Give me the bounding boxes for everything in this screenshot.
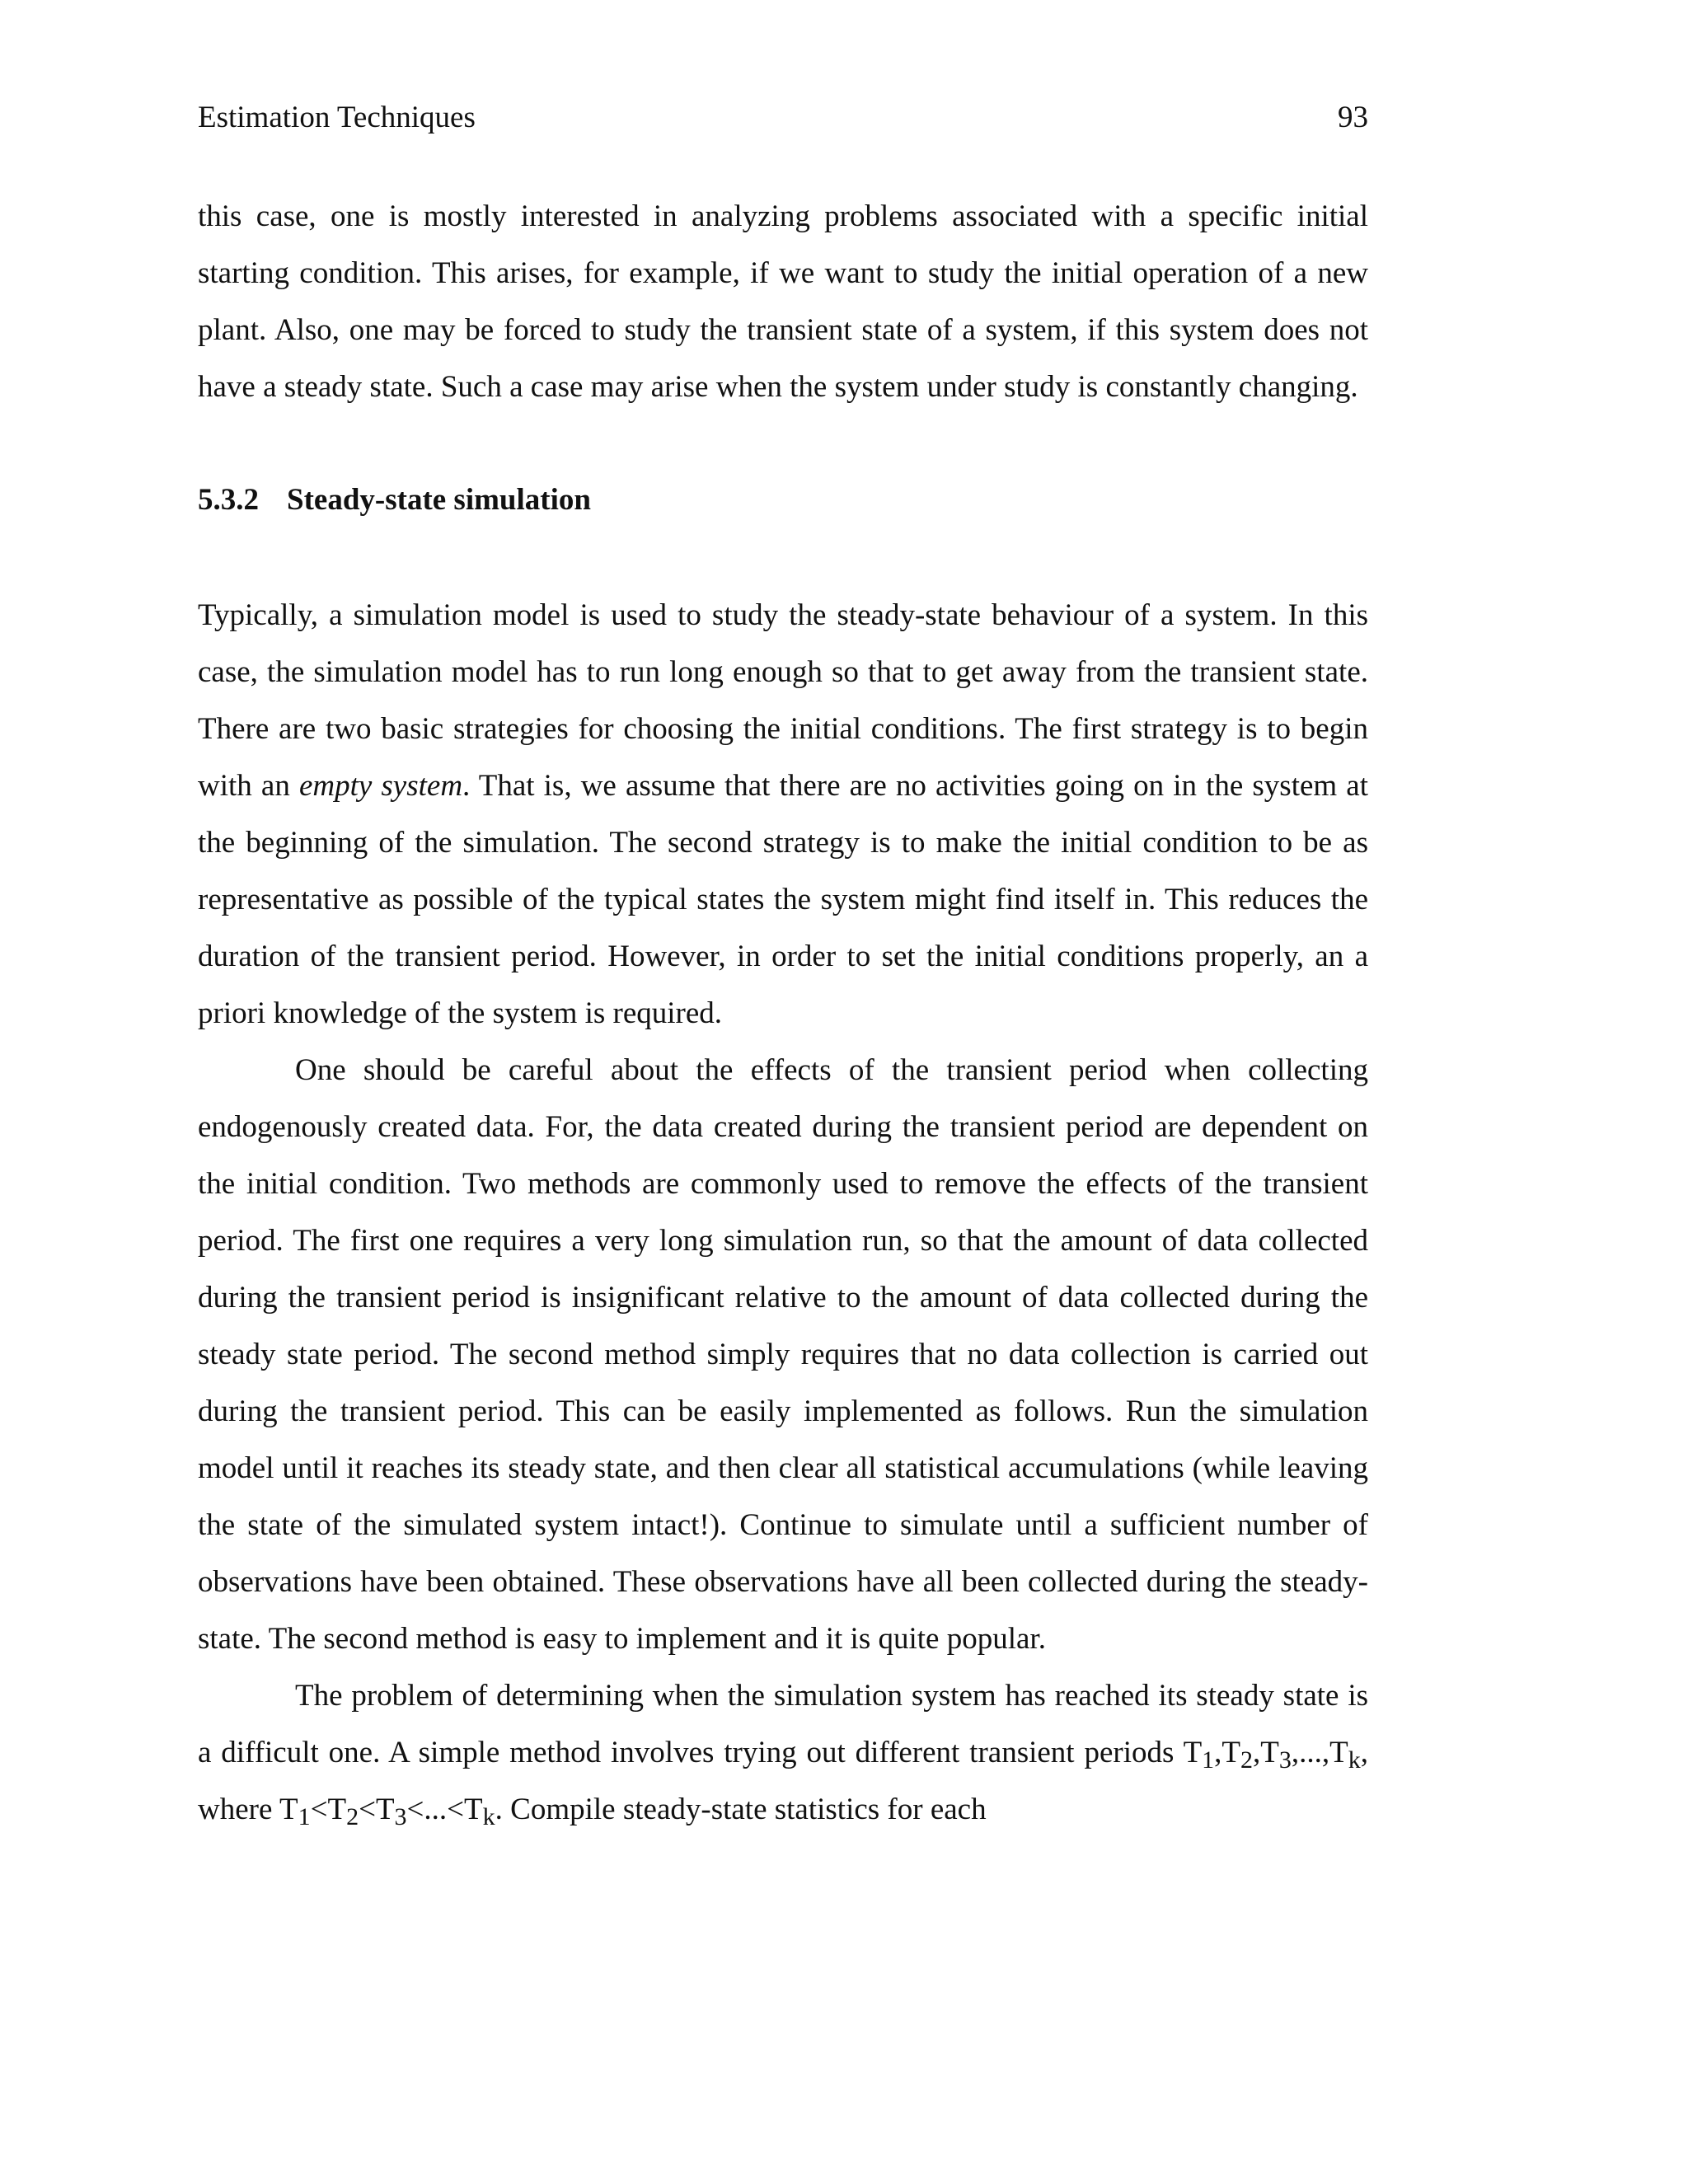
paragraph-1: this case, one is mostly interested in analyzing problems associated with a specific initial starting condition. This arises, for example, if we want to study the initial operation of a new plant. Also, one may be forced to study the transient state of a system, if this system does not have a steady state. Such a case may arise when the system under study is constantly changing.	[198, 199, 1368, 404]
paragraph-4	[198, 1667, 1368, 1838]
paragraph-4-text: The problem of determining when the simulation system has reached its steady state is a difficult one. A simple method involves trying out different transient periods	[198, 1679, 1368, 1769]
paragraph-2-text-a: Typically, a simulation model is used to study the steady-state behaviour of a system. In this case, the simulation model has to run long enough so that to get away from the transient state. There are two basic strategies for choosing the initial conditions. The first strategy is to begin with an	[198, 598, 1368, 803]
emphasis-empty-system: empty system	[298, 769, 463, 803]
where-word: where	[198, 1793, 279, 1826]
paragraph-4-end: . Compile steady-state statistics for each	[495, 1793, 987, 1826]
section-number: 5.3.2	[198, 483, 259, 517]
body-text	[198, 188, 1368, 1838]
section-heading	[198, 471, 1368, 528]
sequence-list: $T_1,T_2,T_3,...,T_k$,	[1183, 1736, 1368, 1774]
paragraph-3: One should be careful about the effects of the transient period when collecting endogenously created data. For, the data created during the transient period are dependent on the initial condition. Two methods are commonly used to remove the effects of the transient period. The first one requires a very long simulation run, so that the amount of data collected during the transient period is insignificant relative to the amount of data collected during the steady state period. The second method simply requires that no data collection is carried out during the transient period. This can be easily implemented as follows. Run the simulation model until it reaches its steady state, and then clear all statistical accumulations (while leaving the state of the simulated system intact!). Continue to simulate until a sufficient number of observations have been obtained. These observations have all been collected during the steady-state. The second method is easy to implement and it is quite popular.	[198, 1053, 1368, 1656]
running-title: Estimation Techniques	[198, 101, 476, 134]
sequence-inequality: $T_1<T_2<T_3<...<T_k$	[279, 1793, 495, 1830]
section-title: Steady-state simulation	[287, 483, 591, 517]
paragraph-2	[198, 587, 1368, 1042]
page-number: 93	[1338, 101, 1368, 134]
running-head	[198, 97, 1368, 138]
paragraph-2-text-b: . That is, we assume that there are no activities going on in the system at the beginning of the simulation. The second strategy is to make the initial condition to be as representative as possible of the typical states the system might find itself in. This reduces the duration of the transient period. However, in order to set the initial conditions properly, an a priori knowledge of the system is required.	[198, 769, 1369, 1030]
